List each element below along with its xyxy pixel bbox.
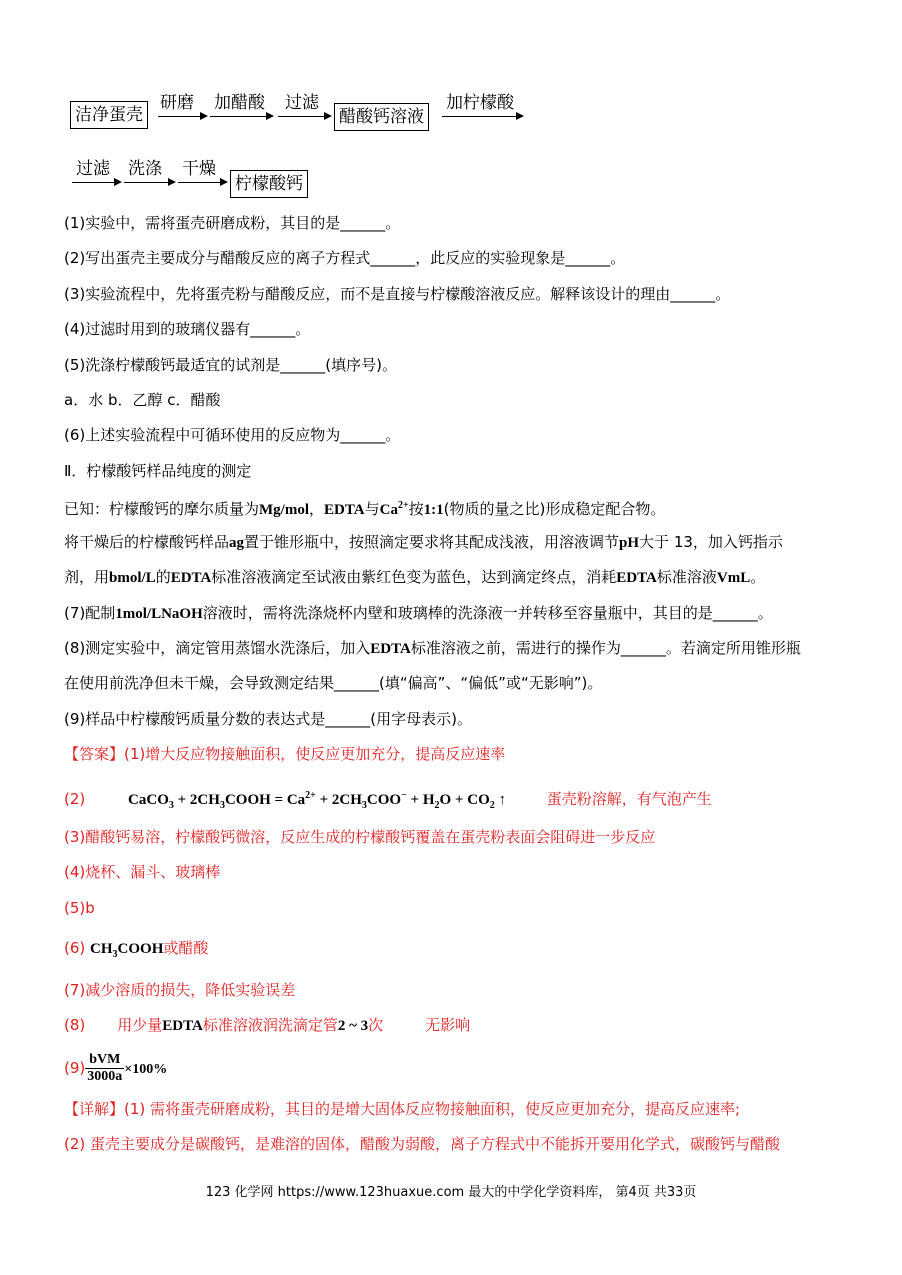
flow-step-grind: 研磨 [160,93,194,113]
flow-arrow-2 [210,116,272,117]
known-text-a: 已知：柠檬酸钙的摩尔质量为 [64,500,260,518]
answer-8: (8) 用少量EDTA标准溶液润洗滴定管2 ~ 3次 无影响 [64,1016,471,1034]
flow-arrow-1 [158,116,206,117]
flow-arrow-6 [124,182,174,183]
known-text-i: (物质的量之比)形成稳定配合物。 [443,500,666,518]
answer-2: (2) CaCO$_3$ + $2CH_3COOH = Ca^{2+} + 2CH_3COO^- + H_2O + CO_2$ ↑ 蛋壳粉溶解，有气泡产生 [64,790,712,811]
flow-step-filter-1: 过滤 [285,93,319,113]
known-info [64,496,665,520]
acetic-acid-formula: $CH_3COOH$ [90,941,164,960]
question-2: (2)写出蛋壳主要成分与醋酸反应的离子方程式______，此反应的实验现象是______。 [64,249,626,267]
answer-5: (5)b [64,899,95,917]
known-text-c: ， [309,500,325,518]
flow-box-clean-eggshell: 洁净蛋壳 [70,101,148,129]
answer-8-no-effect: 无影响 [425,1016,471,1034]
question-8-line-2: 在使用前洗净但未干燥，会导致测定结果______(填“偏高”、“偏低”或“无影响”)。 [64,674,603,692]
question-1: (1)实验中，需将蛋壳研磨成粉，其目的是______。 [64,214,401,232]
flow-step-filter-2: 过滤 [76,159,110,179]
flow-box-calcium-acetate: 醋酸钙溶液 [334,103,429,131]
answer-4: (4)烧杯、漏斗、玻璃棒 [64,863,221,881]
flow-arrow-4 [442,116,522,117]
detail-2: (2) 蛋壳主要成分是碳酸钙，是难溶的固体，醋酸为弱酸，离子方程式中不能拆开要用化学式，碳酸钙与醋酸 [64,1135,781,1153]
answer-1: 【答案】(1)增大反应物接触面积，使反应更加充分，提高反应速率 [64,745,506,763]
volume: VmL [716,570,751,586]
procedure-line-2: 剂，用bmol/L的EDTA标准溶液滴定至试液由紫红色变为蓝色，达到滴定终点，消耗EDTA标准溶液VmL。 [64,568,766,586]
page-footer: 123 化学网 https://www.123huaxue.com 最大的中学化学资料库， 第4页 共33页 [205,1185,697,1200]
flow-arrow-3 [278,116,330,117]
flow-step-add-acetic: 加醋酸 [214,93,265,113]
detail-1: 【详解】(1) 需将蛋壳研磨成粉，其目的是增大固体反应物接触面积，使反应更加充分，提高反应速率; [64,1100,741,1118]
flow-arrow-5 [72,182,120,183]
sample-mass: ag [229,535,245,551]
ph-term: pH [619,535,640,551]
answer-2-phenomenon: 蛋壳粉溶解，有气泡产生 [546,790,712,808]
question-6: (6)上述实验流程中可循环使用的反应物为______。 [64,426,401,444]
calcium-ion: $Ca^{2+}$ [379,500,409,518]
ratio: 1:1 [423,502,444,518]
flow-arrow-7 [178,182,226,183]
reaction-equation: CaCO$_3$ + $2CH_3COOH = Ca^{2+} + 2CH_3COO^- + H_2O + CO_2$ ↑ [128,790,506,811]
known-text-e: 与 [364,500,380,518]
answer-6: (6) $CH_3COOH$或醋酸 [64,939,209,960]
question-3: (3)实验流程中，先将蛋壳粉与醋酸反应，而不是直接与柠檬酸溶液反应。解释该设计的理由______。 [64,285,731,303]
question-5-options: a．水 b．乙醇 c．醋酸 [64,391,221,409]
flow-step-add-citric: 加柠檬酸 [446,93,514,113]
flow-step-wash: 洗涤 [128,159,162,179]
section-2-title: Ⅱ．柠檬酸钙样品纯度的测定 [64,462,252,480]
question-4: (4)过滤时用到的玻璃仪器有______。 [64,320,311,338]
question-9: (9)样品中柠檬酸钙质量分数的表达式是______(用字母表示)。 [64,710,472,728]
flow-step-dry: 干燥 [182,159,216,179]
procedure-line-1: 将干燥后的柠檬酸钙样品ag置于锥形瓶中，按照滴定要求将其配成浅液，用溶液调节pH大于 13，加入钙指示 [64,533,783,551]
question-7: (7)配制1mol/LNaOH溶液时，需将洗涤烧杯内壁和玻璃棒的洗涤液一并转移至容量瓶中，其目的是______。 [64,604,773,622]
molar-mass-unit: Mg/mol [259,502,310,518]
answer-9: (9) $\frac{\text{bVM}}{3000a}$ ×100% [64,1052,168,1084]
edta-term: EDTA [324,502,365,518]
concentration: bmol/L [109,570,156,586]
question-5: (5)洗涤柠檬酸钙最适宜的试剂是______(填序号)。 [64,356,397,374]
known-text-g: 按 [408,500,424,518]
purity-fraction: $\frac{\text{bVM}}{3000a}$ [87,1052,123,1084]
question-8: (8)测定实验中，滴定管用蒸馏水洗涤后，加入EDTA标准溶液之前，需进行的操作为______。若滴定所用锥形瓶 [64,639,801,657]
flow-box-calcium-citrate: 柠檬酸钙 [230,170,308,198]
answer-7: (7)减少溶质的损失，降低实验误差 [64,981,296,999]
answer-3: (3)醋酸钙易溶，柠檬酸钙微溶，反应生成的柠檬酸钙覆盖在蛋壳粉表面会阻碍进一步反应 [64,828,656,846]
